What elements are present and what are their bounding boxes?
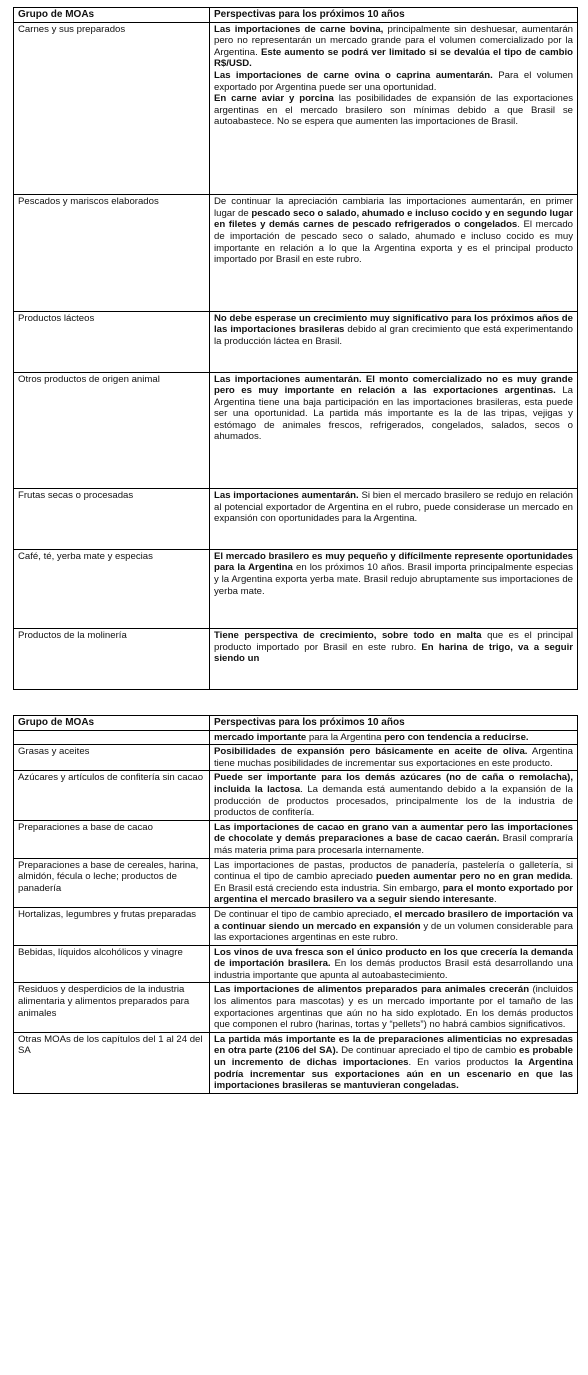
bold-text-run: pero con tendencia a reducirse.	[384, 731, 529, 743]
perspective-cell	[210, 1032, 578, 1093]
moa-group-cell: Café, té, yerba mate y especias	[14, 549, 210, 628]
table-row	[14, 771, 578, 820]
header-group-cell: Grupo de MOAs	[14, 8, 210, 23]
bold-text-run: La partida más importante es la de preparaciones alimenticias no expresadas en otra parte (2106 del SA).	[214, 1033, 573, 1057]
table-row	[14, 1032, 578, 1093]
text-run: Brasil compraría más materia prima para procesarla internamente.	[214, 833, 573, 856]
bold-text-run: Puede ser importante para los demás azúcares (no de caña o remolacha), incluida la lactosa	[214, 772, 573, 795]
text-run: La Argentina tiene una baja participación en las importaciones brasileras, esta puede ser una oportunidad.	[214, 385, 573, 420]
moa-group-cell: Carnes y sus preparados	[14, 22, 210, 195]
bold-text-run: Posibilidades de expansión pero básicamente en aceite de oliva.	[214, 746, 528, 758]
perspective-cell	[210, 22, 578, 195]
text-run: .	[493, 894, 497, 906]
perspective-paragraph	[214, 630, 573, 665]
moa-table-part-1	[13, 7, 578, 690]
table-row	[14, 22, 578, 195]
moa-group-cell: Hortalizas, legumbres y frutas preparadas	[14, 907, 210, 945]
perspective-cell	[210, 820, 578, 858]
text-run: debido al gran crecimiento que está experimentando la producción láctea en Brasil.	[214, 324, 573, 347]
perspective-paragraph	[214, 374, 573, 444]
bold-text-run: En carne aviar y porcina	[214, 93, 334, 105]
header-perspectives-cell: Perspectivas para los próximos 10 años	[210, 716, 578, 731]
text-run: para la Argentina	[306, 731, 385, 743]
bold-text-run: Este aumento se podrá ver limitado si se devalúa el tipo de cambio R$/USD.	[214, 46, 573, 70]
header-group-cell: Grupo de MOAs	[14, 716, 210, 731]
bold-text-run: Las importaciones de carne bovina,	[214, 23, 384, 35]
bold-text-run: El mercado brasilero es muy pequeño y difícilmente represente oportunidades para la Argentina	[214, 550, 573, 574]
perspective-paragraph	[214, 822, 573, 857]
text-run: . En varios productos	[408, 1057, 515, 1069]
text-run: que es el principal producto importado por Brasil en este rubro.	[214, 630, 574, 653]
moa-group-cell: Pescados y mariscos elaborados	[14, 195, 210, 312]
bold-text-run: carne ovina o caprina	[323, 69, 431, 81]
table-body	[14, 730, 578, 1093]
perspective-paragraph	[214, 909, 573, 944]
text-run: De continuar el tipo de cambio apreciado,	[214, 908, 395, 920]
perspective-paragraph	[214, 551, 573, 597]
bold-text-run: Las importaciones de cacao en grano van a aumentar pero las importaciones de chocolate y demás preparaciones a base de cacao caerán.	[214, 821, 573, 845]
table-row	[14, 745, 578, 771]
table-row	[14, 858, 578, 907]
text-run: Argentina tiene muchas posibilidades de incrementar sus exportaciones en este producto.	[214, 746, 573, 769]
perspective-paragraph	[214, 947, 573, 982]
bold-text-run: para el monto exportado por argentina el mercado brasilero va a seguir siendo interesante	[214, 882, 573, 906]
bold-text-run: Las importaciones de alimentos preparados para animales crecerán	[214, 984, 530, 996]
perspective-cell	[210, 983, 578, 1032]
table-body	[14, 22, 578, 689]
moa-group-cell: Residuos y desperdicios de la industria alimentaria y alimentos preparados para animales	[14, 983, 210, 1032]
perspective-cell	[210, 549, 578, 628]
bold-text-run: aumentarán.	[430, 69, 499, 81]
text-run: las posibilidades de expansión de las exportaciones argentinas en el mercado brasilero son mínimas debido a que Brasil se autoabastece. No se espera que aumenten las importaciones de Brasil.	[214, 93, 574, 128]
table-row	[14, 730, 578, 745]
moa-group-cell	[14, 730, 210, 745]
moa-group-cell: Preparaciones a base de cacao	[14, 820, 210, 858]
perspective-paragraph	[214, 984, 573, 1030]
table-row	[14, 945, 578, 983]
moa-group-cell: Bebidas, líquidos alcohólicos y vinagre	[14, 945, 210, 983]
table-row	[14, 549, 578, 628]
perspective-paragraph	[214, 93, 573, 128]
text-run: principalmente sin deshuesar, aumentarán pero no representarán un mercado grande para el volumen comercializado por la Argentina.	[214, 23, 573, 58]
table-row	[14, 629, 578, 690]
perspective-cell	[210, 372, 578, 489]
perspective-paragraph	[214, 313, 573, 348]
perspective-cell	[210, 730, 578, 745]
moa-group-cell: Azúcares y artículos de confitería sin cacao	[14, 771, 210, 820]
header-perspectives-cell: Perspectivas para los próximos 10 años	[210, 8, 578, 23]
bold-text-run: es probable un incremento de dichas importaciones	[214, 1045, 573, 1069]
bold-text-run: Las importaciones aumentarán. El monto comercializado no es muy grande pero es muy importante en relación a las exportaciones argentinas.	[214, 373, 573, 397]
bold-text-run: el mercado brasilero de importación va a continuar siendo un mercado en expansión	[214, 908, 573, 932]
moa-table-part-2	[13, 715, 578, 1094]
text-run: en los próximos 10 años. Brasil importa principalmente especias y la Argentina exporta yerba mate. Brasil redujo abruptamente sus importaciones de yerba mate.	[214, 562, 574, 597]
perspective-cell	[210, 195, 578, 312]
bold-text-run: En harina de trigo, va a seguir siendo un	[214, 641, 573, 665]
perspective-paragraph	[214, 24, 573, 70]
bold-text-run: Las importaciones aumentarán.	[214, 490, 359, 502]
moa-group-cell: Preparaciones a base de cereales, harina, almidón, fécula o leche; productos de panadería	[14, 858, 210, 907]
moa-group-cell: Grasas y aceites	[14, 745, 210, 771]
text-run: De continuar la apreciación cambiaria las importaciones aumentarán, en primer lugar de	[214, 196, 573, 219]
perspective-paragraph	[214, 772, 573, 818]
text-run: . El mercado de importación de pescado seco o salado, ahumado e incluso cocido es muy importante en relación a lo que la Argentina exporta y es el principal producto importado por Brasil en este rubro.	[214, 219, 573, 266]
table-row	[14, 311, 578, 372]
bold-text-run: Tiene perspectiva de crecimiento, sobre todo en malta	[214, 630, 482, 642]
perspective-paragraph	[214, 196, 573, 266]
text-run: . La demanda está aumentando debido a la expansión de la producción de productos procesados, principalmente los de la industria de productos de confitería.	[214, 783, 573, 819]
text-run: Para el volumen exportado por Argentina puede ser una oportunidad.	[214, 69, 573, 93]
perspective-paragraph	[214, 490, 573, 525]
text-run: . En Brasil está creciendo esta industria. Sin embargo,	[214, 871, 574, 894]
text-run: Si bien el mercado brasilero se redujo en relación al potencial exportador de Argentina en el rubro, puede considerase un mercado en expansión con oportunidades para la Argentina.	[214, 490, 573, 525]
moa-group-cell: Otras MOAs de los capítulos del 1 al 24 del SA	[14, 1032, 210, 1093]
bold-text-run: la Argentina podría incrementar sus exportaciones aún en un escenario en que las importaciones brasileras se mantuvieran congeladas.	[214, 1057, 573, 1092]
table-row	[14, 820, 578, 858]
text-run: De continuar apreciado el tipo de cambio	[338, 1045, 520, 1057]
text-run: (incluidos los alimentos para mascotas) y es un mercado importante por el tamaño de las exportaciones argentinas que aún no ha sido explotado. En los demás productos que componen el rubro (harinas, tortas y “pellets”) no habrá cambios significativos.	[214, 984, 573, 1031]
perspective-cell	[210, 771, 578, 820]
bold-text-run: mercado importante	[214, 731, 307, 743]
perspective-paragraph	[214, 860, 573, 906]
text-run: En los demás productos Brasil está desarrollando una industria importante que apunta al autoabastecimiento.	[214, 958, 573, 981]
table-row	[14, 983, 578, 1032]
perspective-cell	[210, 907, 578, 945]
moa-group-cell: Otros productos de origen animal	[14, 372, 210, 489]
table-row	[14, 195, 578, 312]
table-row	[14, 489, 578, 550]
text-run: y de un volumen considerable para las exportaciones argentinas en este rubro.	[214, 920, 573, 944]
table-row	[14, 907, 578, 945]
bold-text-run: Los vinos de uva fresca son el único producto en los que crecería la demanda de importación brasilera.	[214, 946, 573, 970]
moa-group-cell: Productos lácteos	[14, 311, 210, 372]
perspective-paragraph	[214, 70, 573, 93]
text-run: Las importaciones de pastas, productos de panadería, pastelería o galletería, si continua el tipo de cambio apreciado	[214, 859, 573, 883]
perspective-paragraph	[214, 746, 573, 769]
header-row	[14, 716, 578, 731]
bold-text-run: pescado seco o salado, ahumado e incluso cocido y en segundo lugar en filetes y demás carnes de pescado refrigerados o congelados	[214, 207, 573, 231]
perspective-paragraph	[214, 732, 573, 744]
perspective-cell	[210, 945, 578, 983]
table-row	[14, 372, 578, 489]
perspective-cell	[210, 745, 578, 771]
perspective-cell	[210, 311, 578, 372]
text-run: La partida más importante es la de las tripas, vejigas y estómago de animales frescos, refrigerados, congelados, salados, secos o ahumados.	[214, 408, 573, 443]
moa-group-cell: Productos de la molinería	[14, 629, 210, 690]
bold-text-run: No debe esperase un crecimiento muy significativo para los próximos años de las importaciones brasileras	[214, 312, 573, 336]
bold-text-run: pueden aumentar pero no en gran medida	[375, 871, 571, 883]
perspective-cell	[210, 489, 578, 550]
bold-text-run: Las importaciones de	[214, 69, 324, 81]
header-row	[14, 8, 578, 23]
perspective-cell	[210, 629, 578, 690]
perspective-cell	[210, 858, 578, 907]
moa-group-cell: Frutas secas o procesadas	[14, 489, 210, 550]
perspective-paragraph	[214, 1034, 573, 1092]
